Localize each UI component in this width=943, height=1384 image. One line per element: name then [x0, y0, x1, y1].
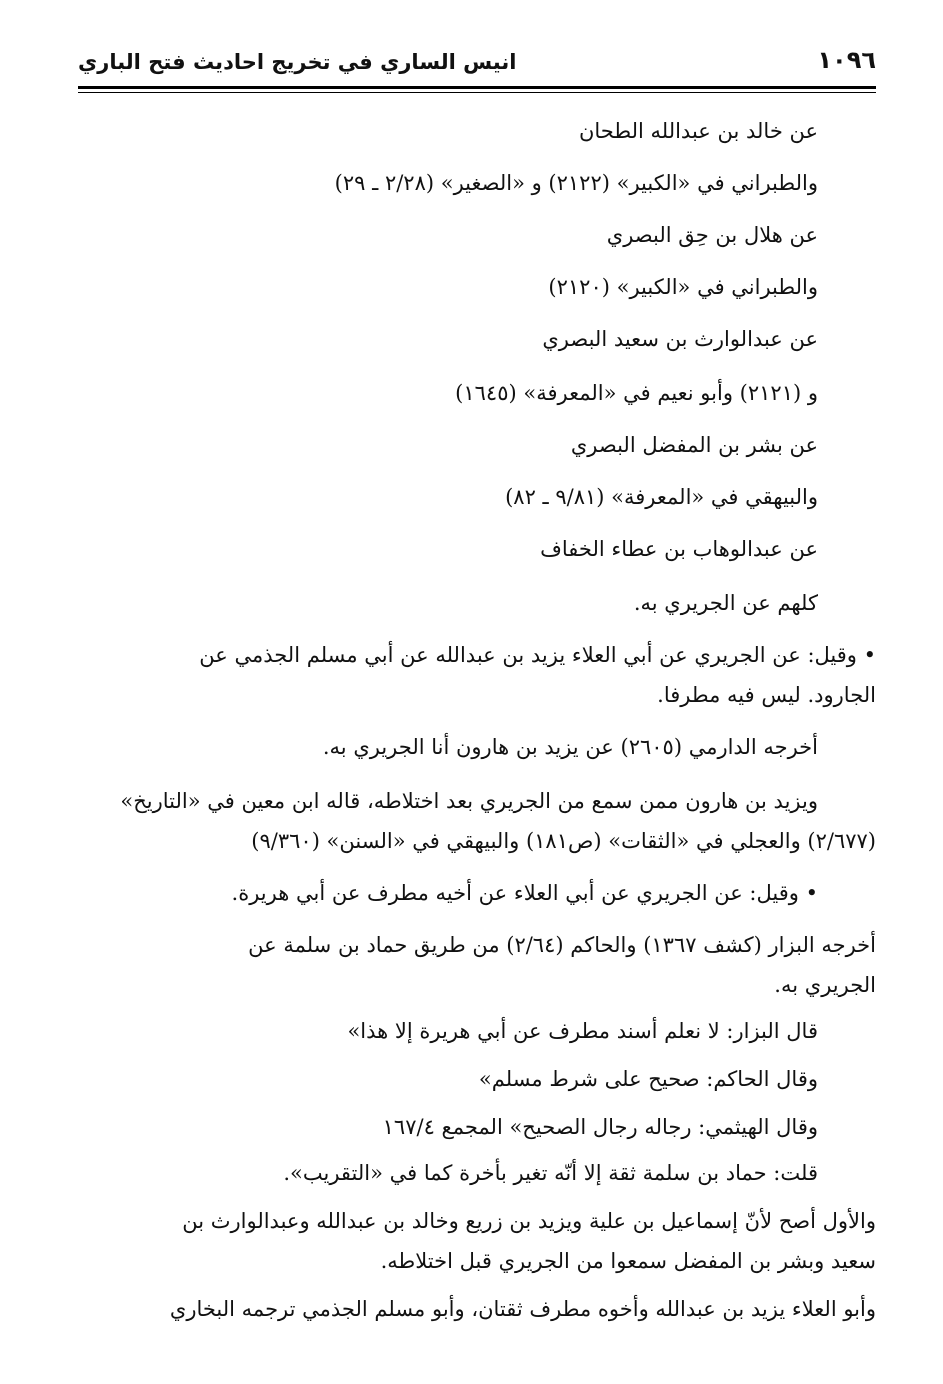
header-rule-thin [78, 92, 876, 93]
text-line: قال البزار: لا نعلم أسند مطرف عن أبي هريرة إلا هذا» [347, 1019, 818, 1043]
text-line: عن هلال بن حِق البصري [606, 223, 818, 247]
text-line: وقال الهيثمي: رجاله رجال الصحيح» المجمع ١٦٧/٤ [382, 1115, 818, 1139]
text-line: كلهم عن الجريري به. [633, 591, 818, 615]
text-line: ويزيد بن هارون ممن سمع من الجريري بعد اختلاطه، قاله ابن معين في «التاريخ» [120, 789, 818, 813]
text-line: والأول أصح لأنّ إسماعيل بن علية ويزيد بن زريع وخالد بن عبدالله وعبدالوارث بن [182, 1209, 876, 1233]
text-line: • وقيل: عن الجريري عن أبي العلاء عن أخيه مطرف عن أبي هريرة. [231, 881, 818, 905]
text-line: و (٢١٢١) وأبو نعيم في «المعرفة» (١٦٤٥) [455, 381, 818, 405]
text-line: الجارود. ليس فيه مطرفا. [657, 683, 876, 707]
text-line: عن بشر بن المفضل البصري [570, 433, 818, 457]
text-line: سعيد وبشر بن المفضل سمعوا من الجريري قبل اختلاطه. [380, 1249, 876, 1273]
text-line: عن عبدالوهاب بن عطاء الخفاف [540, 537, 818, 561]
text-line: الجريري به. [774, 973, 876, 997]
text-line: وأبو العلاء يزيد بن عبدالله وأخوه مطرف ثقتان، وأبو مسلم الجذمي ترجمه البخاري [169, 1297, 876, 1321]
page-number: ١٠٩٦ [817, 46, 876, 74]
text-line: قلت: حماد بن سلمة ثقة إلا أنّه تغير بأخرة كما في «التقريب». [283, 1161, 818, 1185]
text-line: (٢/٦٧٧) والعجلي في «الثقات» (ص١٨١) والبيهقي في «السنن» (٩/٣٦٠) [251, 829, 876, 853]
text-line: أخرجه الدارمي (٢٦٠٥) عن يزيد بن هارون أنا الجريري به. [322, 735, 818, 759]
text-line: والطبراني في «الكبير» (٢١٢٠) [548, 275, 818, 299]
text-line: أخرجه البزار (كشف ١٣٦٧) والحاكم (٢/٦٤) من طريق حماد بن سلمة عن [248, 933, 876, 957]
text-line: والطبراني في «الكبير» (٢١٢٢) و «الصغير» (٢/٢٨ ـ ٢٩) [334, 171, 818, 195]
page-header [78, 44, 876, 84]
book-title: انيس الساري في تخريج احاديث فتح الباري [78, 50, 517, 74]
text-line: والبيهقي في «المعرفة» (٩/٨١ ـ ٨٢) [505, 485, 818, 509]
text-line: عن عبدالوارث بن سعيد البصري [542, 327, 818, 351]
header-rule-thick [78, 86, 876, 89]
text-line: • وقيل: عن الجريري عن أبي العلاء يزيد بن عبدالله عن أبي مسلم الجذمي عن [199, 643, 876, 667]
text-line: عن خالد بن عبدالله الطحان [578, 119, 818, 143]
text-line: وقال الحاكم: صحيح على شرط مسلم» [478, 1067, 818, 1091]
